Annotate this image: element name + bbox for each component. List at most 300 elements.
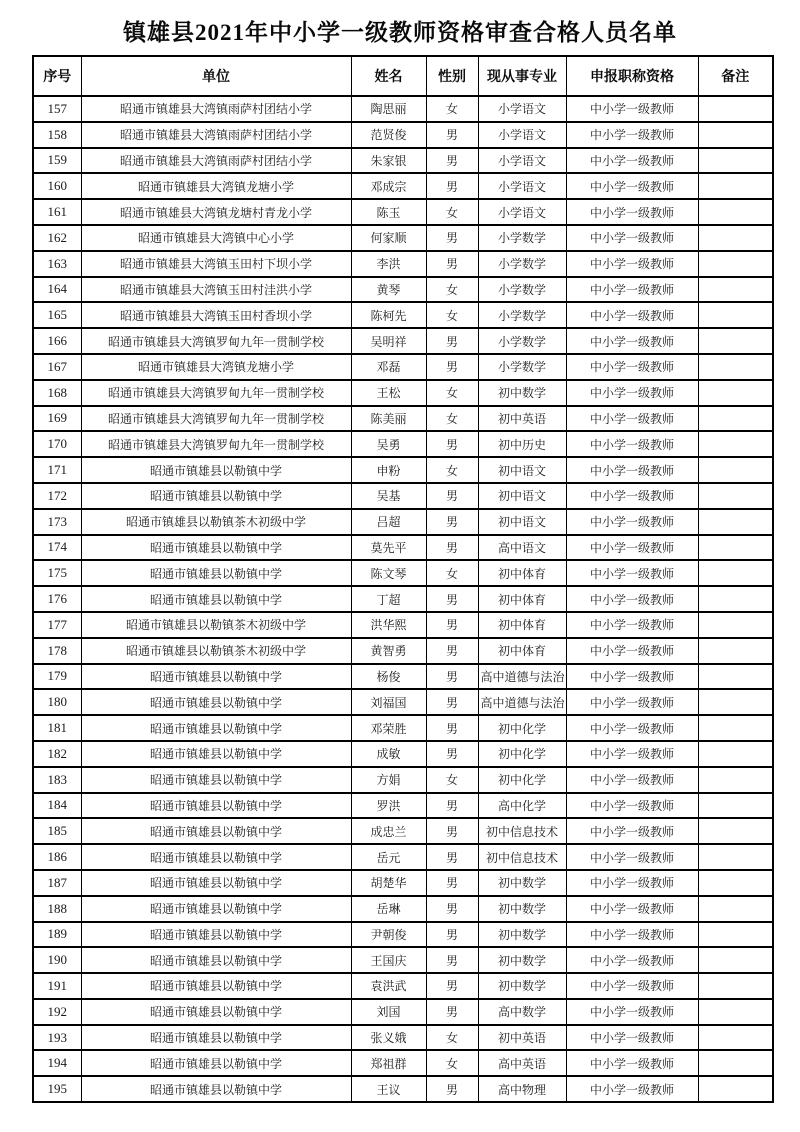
header-name: 姓名: [351, 56, 426, 96]
cell-unit: 昭通市镇雄县以勒镇中学: [81, 793, 351, 819]
cell-serial: 186: [33, 844, 81, 870]
table-row: [33, 793, 773, 819]
cell-gender: 男: [426, 328, 478, 354]
cell-subject: 小学数学: [478, 225, 566, 251]
cell-remarks: [698, 148, 773, 174]
table-row: [33, 741, 773, 767]
cell-serial: 175: [33, 560, 81, 586]
table-row: [33, 664, 773, 690]
cell-serial: 170: [33, 431, 81, 457]
cell-remarks: [698, 483, 773, 509]
cell-title-qualification: 中小学一级教师: [566, 354, 698, 380]
table-row: [33, 689, 773, 715]
cell-unit: 昭通市镇雄县大湾镇玉田村香坝小学: [81, 302, 351, 328]
cell-title-qualification: 中小学一级教师: [566, 148, 698, 174]
cell-gender: 男: [426, 431, 478, 457]
cell-remarks: [698, 947, 773, 973]
cell-name: 吴明祥: [351, 328, 426, 354]
table-row: [33, 767, 773, 793]
cell-unit: 昭通市镇雄县大湾镇玉田村下坝小学: [81, 251, 351, 277]
cell-subject: 初中语文: [478, 509, 566, 535]
cell-gender: 男: [426, 1076, 478, 1102]
cell-name: 申粉: [351, 457, 426, 483]
cell-subject: 初中数学: [478, 870, 566, 896]
cell-unit: 昭通市镇雄县以勒镇中学: [81, 560, 351, 586]
cell-gender: 男: [426, 818, 478, 844]
cell-serial: 181: [33, 715, 81, 741]
table-row: [33, 1025, 773, 1051]
cell-gender: 男: [426, 173, 478, 199]
cell-title-qualification: 中小学一级教师: [566, 586, 698, 612]
cell-title-qualification: 中小学一级教师: [566, 1025, 698, 1051]
cell-title-qualification: 中小学一级教师: [566, 122, 698, 148]
cell-subject: 高中道德与法治: [478, 689, 566, 715]
table-row: [33, 354, 773, 380]
cell-gender: 女: [426, 457, 478, 483]
cell-remarks: [698, 818, 773, 844]
cell-title-qualification: 中小学一级教师: [566, 406, 698, 432]
cell-gender: 男: [426, 483, 478, 509]
cell-subject: 小学数学: [478, 328, 566, 354]
cell-subject: 小学数学: [478, 277, 566, 303]
cell-subject: 初中语文: [478, 483, 566, 509]
table-row: [33, 225, 773, 251]
cell-unit: 昭通市镇雄县大湾镇罗甸九年一贯制学校: [81, 380, 351, 406]
cell-remarks: [698, 380, 773, 406]
cell-serial: 180: [33, 689, 81, 715]
cell-subject: 小学数学: [478, 251, 566, 277]
cell-title-qualification: 中小学一级教师: [566, 1076, 698, 1102]
cell-gender: 女: [426, 96, 478, 122]
cell-gender: 男: [426, 793, 478, 819]
cell-subject: 初中化学: [478, 767, 566, 793]
cell-name: 岳元: [351, 844, 426, 870]
cell-remarks: [698, 225, 773, 251]
table-row: [33, 122, 773, 148]
cell-title-qualification: 中小学一级教师: [566, 251, 698, 277]
cell-name: 邓荣胜: [351, 715, 426, 741]
cell-name: 洪华熙: [351, 612, 426, 638]
cell-serial: 176: [33, 586, 81, 612]
cell-serial: 184: [33, 793, 81, 819]
table-row: [33, 999, 773, 1025]
cell-unit: 昭通市镇雄县以勒镇中学: [81, 741, 351, 767]
table-row: [33, 560, 773, 586]
cell-name: 陈玉: [351, 199, 426, 225]
cell-subject: 小学数学: [478, 354, 566, 380]
cell-title-qualification: 中小学一级教师: [566, 225, 698, 251]
cell-subject: 初中体育: [478, 638, 566, 664]
cell-name: 成忠兰: [351, 818, 426, 844]
cell-remarks: [698, 173, 773, 199]
cell-name: 袁洪武: [351, 973, 426, 999]
cell-unit: 昭通市镇雄县以勒镇中学: [81, 896, 351, 922]
table-row: [33, 96, 773, 122]
cell-title-qualification: 中小学一级教师: [566, 173, 698, 199]
cell-subject: 高中语文: [478, 535, 566, 561]
cell-remarks: [698, 844, 773, 870]
cell-serial: 163: [33, 251, 81, 277]
cell-gender: 男: [426, 612, 478, 638]
cell-gender: 男: [426, 535, 478, 561]
cell-name: 吴勇: [351, 431, 426, 457]
cell-title-qualification: 中小学一级教师: [566, 612, 698, 638]
cell-name: 张义娥: [351, 1025, 426, 1051]
cell-unit: 昭通市镇雄县大湾镇雨萨村团结小学: [81, 122, 351, 148]
cell-unit: 昭通市镇雄县以勒镇中学: [81, 586, 351, 612]
cell-gender: 男: [426, 844, 478, 870]
cell-gender: 女: [426, 1050, 478, 1076]
cell-unit: 昭通市镇雄县以勒镇中学: [81, 999, 351, 1025]
cell-name: 陈文琴: [351, 560, 426, 586]
cell-gender: 男: [426, 922, 478, 948]
cell-title-qualification: 中小学一级教师: [566, 741, 698, 767]
cell-remarks: [698, 1025, 773, 1051]
cell-serial: 158: [33, 122, 81, 148]
cell-subject: 初中化学: [478, 715, 566, 741]
cell-subject: 初中历史: [478, 431, 566, 457]
cell-unit: 昭通市镇雄县以勒镇中学: [81, 689, 351, 715]
table-row: [33, 973, 773, 999]
cell-name: 罗洪: [351, 793, 426, 819]
cell-title-qualification: 中小学一级教师: [566, 199, 698, 225]
table-row: [33, 1076, 773, 1102]
cell-name: 杨俊: [351, 664, 426, 690]
cell-serial: 159: [33, 148, 81, 174]
cell-title-qualification: 中小学一级教师: [566, 896, 698, 922]
header-remarks: 备注: [698, 56, 773, 96]
cell-subject: 小学数学: [478, 302, 566, 328]
cell-serial: 168: [33, 380, 81, 406]
cell-serial: 185: [33, 818, 81, 844]
cell-remarks: [698, 999, 773, 1025]
cell-remarks: [698, 277, 773, 303]
cell-unit: 昭通市镇雄县以勒镇中学: [81, 1050, 351, 1076]
cell-subject: 初中数学: [478, 380, 566, 406]
cell-name: 刘福国: [351, 689, 426, 715]
cell-unit: 昭通市镇雄县以勒镇中学: [81, 922, 351, 948]
cell-unit: 昭通市镇雄县以勒镇中学: [81, 767, 351, 793]
cell-title-qualification: 中小学一级教师: [566, 870, 698, 896]
table-row: [33, 896, 773, 922]
table-row: [33, 715, 773, 741]
cell-name: 王议: [351, 1076, 426, 1102]
cell-name: 邓磊: [351, 354, 426, 380]
cell-subject: 高中化学: [478, 793, 566, 819]
cell-remarks: [698, 509, 773, 535]
cell-gender: 男: [426, 664, 478, 690]
cell-unit: 昭通市镇雄县大湾镇龙塘小学: [81, 173, 351, 199]
cell-gender: 男: [426, 896, 478, 922]
table-row: [33, 509, 773, 535]
cell-title-qualification: 中小学一级教师: [566, 328, 698, 354]
cell-gender: 男: [426, 638, 478, 664]
header-serial: 序号: [33, 56, 81, 96]
roster-table: [32, 55, 774, 1103]
cell-name: 丁超: [351, 586, 426, 612]
cell-name: 陈美丽: [351, 406, 426, 432]
table-row: [33, 870, 773, 896]
table-header: [33, 56, 773, 96]
cell-name: 胡楚华: [351, 870, 426, 896]
cell-unit: 昭通市镇雄县大湾镇中心小学: [81, 225, 351, 251]
cell-subject: 高中英语: [478, 1050, 566, 1076]
cell-serial: 195: [33, 1076, 81, 1102]
table-row: [33, 457, 773, 483]
cell-unit: 昭通市镇雄县大湾镇雨萨村团结小学: [81, 148, 351, 174]
cell-serial: 192: [33, 999, 81, 1025]
header-unit: 单位: [81, 56, 351, 96]
cell-unit: 昭通市镇雄县以勒镇中学: [81, 844, 351, 870]
table-row: [33, 199, 773, 225]
cell-gender: 女: [426, 1025, 478, 1051]
cell-unit: 昭通市镇雄县大湾镇龙塘小学: [81, 354, 351, 380]
cell-remarks: [698, 328, 773, 354]
cell-unit: 昭通市镇雄县大湾镇玉田村洼洪小学: [81, 277, 351, 303]
cell-title-qualification: 中小学一级教师: [566, 818, 698, 844]
cell-remarks: [698, 457, 773, 483]
cell-serial: 187: [33, 870, 81, 896]
cell-title-qualification: 中小学一级教师: [566, 483, 698, 509]
cell-gender: 男: [426, 741, 478, 767]
cell-title-qualification: 中小学一级教师: [566, 96, 698, 122]
cell-gender: 女: [426, 302, 478, 328]
cell-subject: 初中数学: [478, 896, 566, 922]
table-row: [33, 251, 773, 277]
cell-unit: 昭通市镇雄县以勒镇中学: [81, 535, 351, 561]
cell-remarks: [698, 689, 773, 715]
table-row: [33, 586, 773, 612]
cell-remarks: [698, 586, 773, 612]
cell-unit: 昭通市镇雄县以勒镇中学: [81, 457, 351, 483]
cell-title-qualification: 中小学一级教师: [566, 380, 698, 406]
cell-serial: 164: [33, 277, 81, 303]
cell-gender: 女: [426, 406, 478, 432]
cell-remarks: [698, 922, 773, 948]
cell-name: 陈柯先: [351, 302, 426, 328]
cell-name: 郑祖群: [351, 1050, 426, 1076]
table-row: [33, 328, 773, 354]
cell-remarks: [698, 741, 773, 767]
cell-gender: 男: [426, 999, 478, 1025]
cell-name: 李洪: [351, 251, 426, 277]
cell-gender: 女: [426, 199, 478, 225]
cell-subject: 初中信息技术: [478, 844, 566, 870]
cell-subject: 初中化学: [478, 741, 566, 767]
cell-title-qualification: 中小学一级教师: [566, 1050, 698, 1076]
cell-title-qualification: 中小学一级教师: [566, 947, 698, 973]
cell-title-qualification: 中小学一级教师: [566, 664, 698, 690]
header-title-qualification: 申报职称资格: [566, 56, 698, 96]
table-row: [33, 844, 773, 870]
cell-name: 吴基: [351, 483, 426, 509]
cell-subject: 初中语文: [478, 457, 566, 483]
cell-title-qualification: 中小学一级教师: [566, 793, 698, 819]
cell-title-qualification: 中小学一级教师: [566, 431, 698, 457]
cell-subject: 小学语文: [478, 96, 566, 122]
table-row: [33, 406, 773, 432]
cell-unit: 昭通市镇雄县以勒镇中学: [81, 483, 351, 509]
cell-gender: 女: [426, 767, 478, 793]
cell-unit: 昭通市镇雄县大湾镇罗甸九年一贯制学校: [81, 328, 351, 354]
cell-remarks: [698, 664, 773, 690]
table-row: [33, 302, 773, 328]
cell-serial: 194: [33, 1050, 81, 1076]
cell-name: 朱家银: [351, 148, 426, 174]
cell-remarks: [698, 612, 773, 638]
cell-unit: 昭通市镇雄县以勒镇中学: [81, 664, 351, 690]
cell-name: 何家顺: [351, 225, 426, 251]
cell-title-qualification: 中小学一级教师: [566, 689, 698, 715]
cell-title-qualification: 中小学一级教师: [566, 560, 698, 586]
cell-gender: 男: [426, 870, 478, 896]
cell-serial: 157: [33, 96, 81, 122]
cell-unit: 昭通市镇雄县大湾镇龙塘村青龙小学: [81, 199, 351, 225]
cell-gender: 男: [426, 251, 478, 277]
cell-subject: 小学语文: [478, 173, 566, 199]
cell-title-qualification: 中小学一级教师: [566, 509, 698, 535]
cell-gender: 女: [426, 380, 478, 406]
cell-serial: 160: [33, 173, 81, 199]
cell-subject: 高中数学: [478, 999, 566, 1025]
table-row: [33, 947, 773, 973]
cell-gender: 男: [426, 586, 478, 612]
page-title: 镇雄县2021年中小学一级教师资格审查合格人员名单: [123, 20, 677, 45]
cell-name: 吕超: [351, 509, 426, 535]
cell-serial: 188: [33, 896, 81, 922]
cell-title-qualification: 中小学一级教师: [566, 844, 698, 870]
cell-title-qualification: 中小学一级教师: [566, 999, 698, 1025]
header-gender: 性别: [426, 56, 478, 96]
cell-name: 尹朝俊: [351, 922, 426, 948]
cell-remarks: [698, 793, 773, 819]
table-row: [33, 922, 773, 948]
cell-serial: 161: [33, 199, 81, 225]
cell-unit: 昭通市镇雄县以勒镇中学: [81, 1025, 351, 1051]
cell-unit: 昭通市镇雄县以勒镇中学: [81, 870, 351, 896]
cell-subject: 初中体育: [478, 612, 566, 638]
cell-remarks: [698, 973, 773, 999]
cell-title-qualification: 中小学一级教师: [566, 457, 698, 483]
cell-serial: 193: [33, 1025, 81, 1051]
cell-title-qualification: 中小学一级教师: [566, 302, 698, 328]
cell-serial: 178: [33, 638, 81, 664]
cell-unit: 昭通市镇雄县大湾镇罗甸九年一贯制学校: [81, 431, 351, 457]
cell-name: 王国庆: [351, 947, 426, 973]
cell-subject: 小学语文: [478, 199, 566, 225]
table-row: [33, 380, 773, 406]
cell-remarks: [698, 560, 773, 586]
cell-serial: 190: [33, 947, 81, 973]
cell-title-qualification: 中小学一级教师: [566, 535, 698, 561]
cell-name: 方娟: [351, 767, 426, 793]
cell-subject: 初中数学: [478, 947, 566, 973]
cell-title-qualification: 中小学一级教师: [566, 973, 698, 999]
cell-name: 范贤俊: [351, 122, 426, 148]
cell-unit: 昭通市镇雄县以勒镇中学: [81, 947, 351, 973]
cell-title-qualification: 中小学一级教师: [566, 277, 698, 303]
cell-remarks: [698, 715, 773, 741]
cell-gender: 男: [426, 947, 478, 973]
table-row: [33, 148, 773, 174]
cell-serial: 177: [33, 612, 81, 638]
cell-serial: 191: [33, 973, 81, 999]
cell-serial: 167: [33, 354, 81, 380]
cell-subject: 初中信息技术: [478, 818, 566, 844]
cell-gender: 男: [426, 122, 478, 148]
cell-unit: 昭通市镇雄县以勒镇中学: [81, 818, 351, 844]
table-row: [33, 535, 773, 561]
cell-remarks: [698, 896, 773, 922]
cell-name: 刘国: [351, 999, 426, 1025]
cell-unit: 昭通市镇雄县以勒镇茶木初级中学: [81, 638, 351, 664]
table-row: [33, 1050, 773, 1076]
cell-subject: 初中英语: [478, 1025, 566, 1051]
table-row: [33, 431, 773, 457]
cell-unit: 昭通市镇雄县大湾镇罗甸九年一贯制学校: [81, 406, 351, 432]
cell-gender: 男: [426, 354, 478, 380]
cell-subject: 小学语文: [478, 122, 566, 148]
cell-gender: 女: [426, 277, 478, 303]
table-row: [33, 612, 773, 638]
cell-remarks: [698, 638, 773, 664]
cell-subject: 初中数学: [478, 922, 566, 948]
cell-serial: 183: [33, 767, 81, 793]
cell-serial: 179: [33, 664, 81, 690]
table-row: [33, 277, 773, 303]
cell-name: 莫先平: [351, 535, 426, 561]
cell-title-qualification: 中小学一级教师: [566, 767, 698, 793]
table-row: [33, 638, 773, 664]
cell-remarks: [698, 535, 773, 561]
cell-gender: 男: [426, 148, 478, 174]
cell-unit: 昭通市镇雄县大湾镇雨萨村团结小学: [81, 96, 351, 122]
cell-remarks: [698, 767, 773, 793]
cell-title-qualification: 中小学一级教师: [566, 715, 698, 741]
header-subject: 现从事专业: [478, 56, 566, 96]
cell-unit: 昭通市镇雄县以勒镇茶木初级中学: [81, 509, 351, 535]
table-row: [33, 483, 773, 509]
cell-subject: 初中体育: [478, 586, 566, 612]
cell-title-qualification: 中小学一级教师: [566, 638, 698, 664]
cell-remarks: [698, 251, 773, 277]
cell-remarks: [698, 199, 773, 225]
cell-serial: 166: [33, 328, 81, 354]
cell-serial: 165: [33, 302, 81, 328]
cell-subject: 高中道德与法治: [478, 664, 566, 690]
cell-unit: 昭通市镇雄县以勒镇中学: [81, 973, 351, 999]
table-row: [33, 818, 773, 844]
cell-serial: 171: [33, 457, 81, 483]
cell-serial: 182: [33, 741, 81, 767]
cell-unit: 昭通市镇雄县以勒镇中学: [81, 1076, 351, 1102]
cell-serial: 162: [33, 225, 81, 251]
cell-remarks: [698, 431, 773, 457]
cell-gender: 男: [426, 715, 478, 741]
cell-gender: 女: [426, 560, 478, 586]
cell-remarks: [698, 406, 773, 432]
cell-serial: 174: [33, 535, 81, 561]
cell-unit: 昭通市镇雄县以勒镇中学: [81, 715, 351, 741]
cell-name: 黄琴: [351, 277, 426, 303]
cell-remarks: [698, 1076, 773, 1102]
cell-gender: 男: [426, 225, 478, 251]
cell-name: 成敏: [351, 741, 426, 767]
cell-serial: 169: [33, 406, 81, 432]
cell-name: 岳琳: [351, 896, 426, 922]
cell-subject: 初中数学: [478, 973, 566, 999]
cell-remarks: [698, 302, 773, 328]
